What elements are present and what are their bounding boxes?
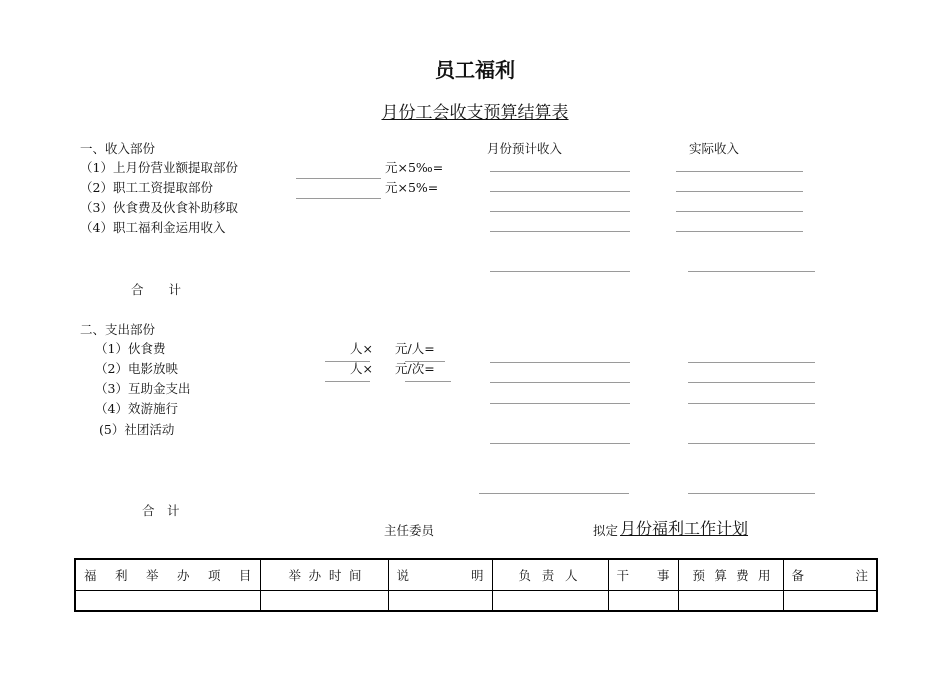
- header-char: 算: [714, 568, 727, 583]
- header-char: 间: [348, 568, 362, 583]
- income-budget-total-blank[interactable]: [490, 271, 630, 272]
- expense-unit-blank[interactable]: [405, 381, 451, 382]
- header-char: 明: [470, 568, 484, 583]
- expense-item: （1）伙食费: [95, 341, 166, 356]
- expense-budget-total-blank[interactable]: [479, 493, 629, 494]
- chair-label: 主任委员: [384, 523, 435, 538]
- header-desc: [397, 566, 484, 584]
- expense-actual-blank[interactable]: [688, 362, 815, 363]
- header-owner: [501, 566, 600, 584]
- expense-people-label: 人×: [350, 361, 373, 376]
- header-char: 时: [328, 568, 342, 583]
- table-header-row: [75, 559, 877, 591]
- income-item: （3）伙食费及伙食补助移取: [80, 200, 238, 215]
- header-char: 福: [84, 568, 97, 583]
- header-time: [269, 566, 380, 584]
- table-header-cell: [492, 559, 608, 591]
- header-char: 事: [656, 568, 670, 583]
- income-actual-total-blank[interactable]: [688, 271, 815, 272]
- income-budget-column-header: 月份预计收入: [487, 141, 563, 156]
- expense-unit-label: 元/人=: [395, 341, 435, 356]
- expense-budget-blank[interactable]: [490, 362, 630, 363]
- expense-budget-blank[interactable]: [490, 382, 630, 383]
- expense-people-label: 人×: [350, 341, 373, 356]
- header-char: 注: [855, 568, 868, 583]
- table-cell[interactable]: [678, 591, 783, 612]
- expense-people-blank[interactable]: [325, 361, 370, 362]
- expense-unit-label: 元/次=: [395, 361, 435, 376]
- income-actual-blank[interactable]: [676, 191, 803, 192]
- expense-actual-blank[interactable]: [688, 443, 815, 444]
- table-cell[interactable]: [608, 591, 678, 612]
- table-header-cell: [608, 559, 678, 591]
- table-header-cell: [260, 559, 388, 591]
- income-total-label: 合 计: [131, 282, 182, 297]
- page-subtitle: [0, 98, 950, 123]
- table-header-cell: [783, 559, 877, 591]
- header-char: 备: [791, 568, 805, 583]
- expense-actual-total-blank[interactable]: [688, 493, 815, 494]
- header-char: 费: [736, 568, 749, 583]
- table-cell[interactable]: [388, 591, 492, 612]
- income-actual-blank[interactable]: [676, 171, 803, 172]
- header-char: 项: [207, 568, 221, 583]
- page-title: 员工福利: [435, 58, 515, 82]
- expense-people-blank[interactable]: [325, 381, 370, 382]
- expense-item: （2）电影放映: [95, 361, 178, 376]
- table-cell[interactable]: [492, 591, 608, 612]
- income-item: （4）职工福利金运用收入: [80, 220, 226, 235]
- plan-title: 月份福利工作计划: [620, 519, 749, 538]
- drafted-label: 拟定: [593, 523, 619, 538]
- header-char: 说: [396, 568, 410, 583]
- subtitle-text: 月份工会收支预算结算表: [381, 103, 569, 123]
- table-cell[interactable]: [260, 591, 388, 612]
- income-amount-blank[interactable]: [296, 198, 381, 199]
- header-char: 干: [616, 568, 630, 583]
- income-budget-blank[interactable]: [490, 191, 630, 192]
- income-item: （1）上月份营业额提取部份: [80, 160, 238, 175]
- header-char: 目: [238, 568, 252, 583]
- income-actual-column-header: 实际收入: [689, 141, 740, 156]
- welfare-plan-table: [74, 558, 878, 612]
- header-char: 利: [114, 568, 128, 583]
- expense-budget-blank[interactable]: [490, 443, 630, 444]
- header-staff: [617, 566, 670, 584]
- header-char: 预: [692, 568, 706, 583]
- expense-heading: 二、支出部份: [80, 322, 156, 337]
- header-char: 办: [176, 568, 190, 583]
- income-heading: 一、收入部份: [80, 141, 156, 156]
- header-char: 人: [564, 568, 578, 583]
- header-budget: [687, 566, 775, 584]
- table-cell[interactable]: [783, 591, 877, 612]
- header-char: 办: [308, 568, 322, 583]
- table-row: [75, 591, 877, 612]
- income-amount-blank[interactable]: [296, 178, 381, 179]
- income-rate-percent: 元×5%=: [385, 180, 439, 195]
- income-actual-blank[interactable]: [676, 231, 803, 232]
- expense-item: （4）效游施行: [95, 401, 178, 416]
- expense-unit-blank[interactable]: [405, 361, 445, 362]
- income-budget-blank[interactable]: [490, 231, 630, 232]
- table-header-cell: [75, 559, 260, 591]
- header-char: 责: [541, 568, 555, 583]
- header-item: [84, 566, 252, 584]
- expense-actual-blank[interactable]: [688, 382, 815, 383]
- income-rate-permille: 元×5‰=: [385, 160, 444, 175]
- expense-total-label: 合 计: [142, 503, 180, 518]
- table-header-cell: [678, 559, 783, 591]
- table-header-cell: [388, 559, 492, 591]
- header-notes: [792, 566, 869, 584]
- table-cell[interactable]: [75, 591, 260, 612]
- expense-actual-blank[interactable]: [688, 403, 815, 404]
- income-actual-blank[interactable]: [676, 211, 803, 212]
- expense-budget-blank[interactable]: [490, 403, 630, 404]
- income-item: （2）职工工资提取部份: [80, 180, 213, 195]
- expense-item: （3）互助金支出: [95, 381, 191, 396]
- income-budget-blank[interactable]: [490, 171, 630, 172]
- header-char: 举: [288, 568, 302, 583]
- header-char: 举: [145, 568, 159, 583]
- income-budget-blank[interactable]: [490, 211, 630, 212]
- header-char: 负: [518, 568, 532, 583]
- header-char: 用: [757, 568, 771, 583]
- expense-item: (5）社团活动: [99, 422, 175, 437]
